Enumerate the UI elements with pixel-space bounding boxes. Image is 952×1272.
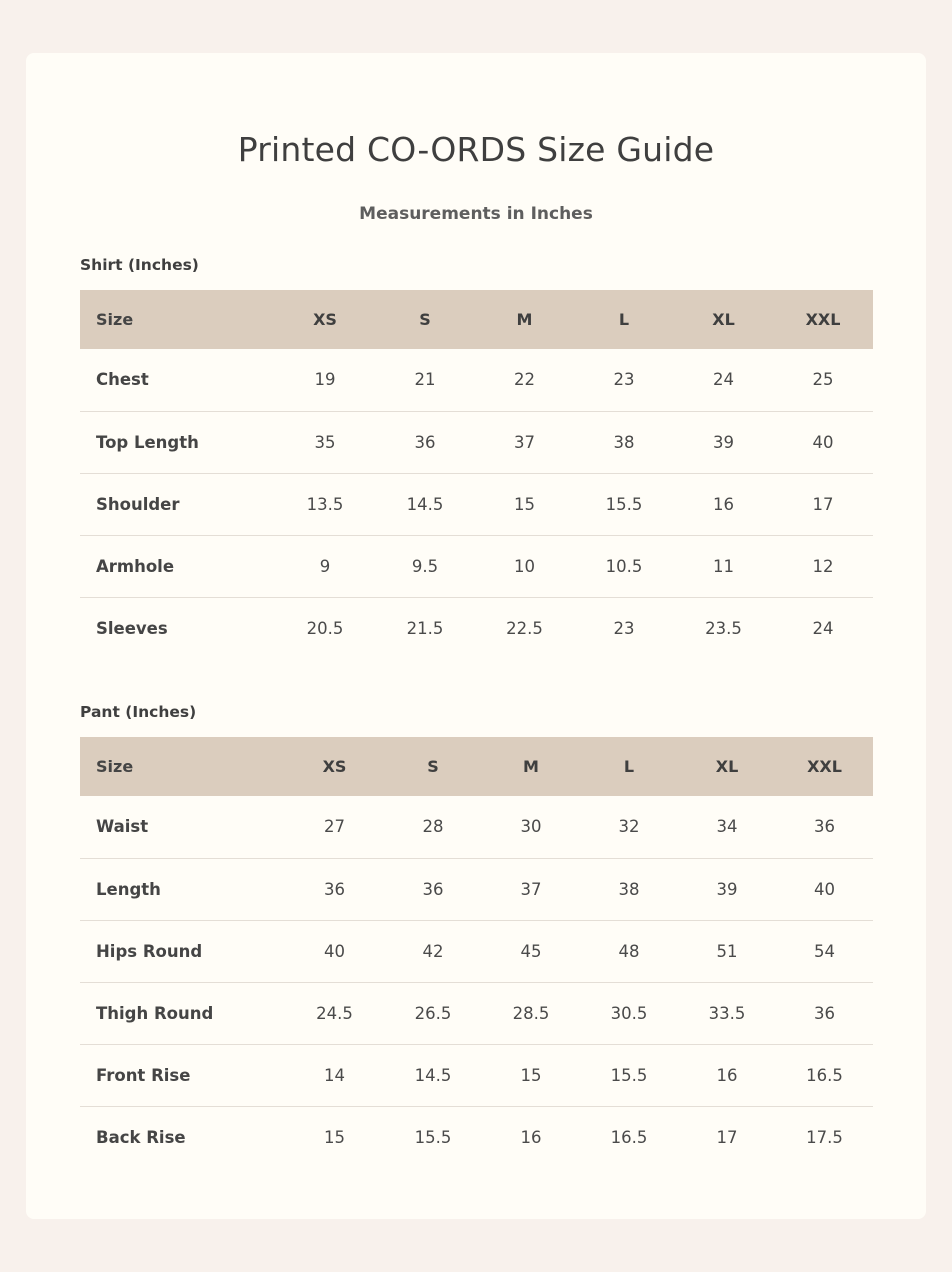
table-cell: 21 — [414, 370, 436, 390]
shirt-section-title: Shirt (Inches) — [80, 256, 199, 274]
pant-size-table — [80, 737, 873, 1168]
table-cell: 26.5 — [414, 1003, 452, 1023]
header-cell: XXL — [807, 757, 842, 776]
table-header-row — [80, 737, 873, 796]
table-row — [80, 858, 873, 920]
table-row — [80, 1044, 873, 1106]
row-label: Hips Round — [96, 941, 203, 961]
table-cell: 17 — [716, 1127, 738, 1147]
table-cell: 51 — [716, 941, 738, 961]
table-cell: 17.5 — [806, 1127, 843, 1147]
table-cell: 32 — [618, 817, 640, 837]
pant-section-title: Pant (Inches) — [80, 703, 197, 721]
table-cell: 37 — [520, 879, 542, 899]
table-cell: 15 — [514, 494, 535, 514]
table-cell: 15.5 — [414, 1127, 452, 1147]
header-cell: M — [516, 310, 533, 329]
table-cell: 12 — [812, 556, 834, 576]
table-row — [80, 535, 873, 597]
table-cell: 16 — [713, 494, 734, 514]
table-cell: 15.5 — [605, 494, 643, 514]
table-cell: 37 — [514, 432, 535, 452]
table-cell: 30.5 — [610, 1003, 648, 1023]
row-label: Chest — [96, 370, 149, 390]
table-cell: 9.5 — [411, 556, 439, 576]
row-label: Front Rise — [96, 1065, 191, 1085]
table-cell: 16.5 — [806, 1065, 843, 1085]
table-cell: 23 — [613, 618, 635, 638]
table-row — [80, 1106, 873, 1168]
header-cell: Size — [96, 310, 134, 329]
header-cell: M — [523, 757, 539, 776]
page-title: Printed CO-ORDS Size Guide — [237, 130, 715, 170]
table-cell: 40 — [814, 879, 835, 899]
table-cell: 33.5 — [708, 1003, 746, 1023]
table-cell: 15 — [324, 1127, 345, 1147]
table-cell: 39 — [716, 879, 738, 899]
header-cell: XS — [322, 757, 347, 776]
table-cell: 15 — [520, 1065, 542, 1085]
table-cell: 22.5 — [506, 618, 543, 638]
table-cell: 45 — [520, 941, 542, 961]
table-cell: 13.5 — [306, 494, 344, 514]
table-cell: 11 — [713, 556, 734, 576]
header-cell: XL — [715, 757, 739, 776]
table-cell: 54 — [814, 941, 835, 961]
table-row — [80, 796, 873, 858]
table-cell: 38 — [618, 879, 640, 899]
table-cell: 25 — [812, 370, 834, 390]
row-label: Back Rise — [96, 1127, 186, 1147]
table-cell: 38 — [613, 432, 635, 452]
table-cell: 21.5 — [406, 618, 444, 638]
header-cell: S — [427, 757, 439, 776]
row-label: Waist — [96, 817, 149, 837]
table-row — [80, 982, 873, 1044]
table-cell: 28 — [422, 817, 444, 837]
table-cell: 14 — [324, 1065, 345, 1085]
header-cell: XS — [313, 310, 337, 329]
shirt-size-table — [80, 290, 873, 659]
row-label: Sleeves — [96, 618, 168, 638]
row-label: Top Length — [96, 432, 199, 452]
table-row — [80, 349, 873, 411]
table-row — [80, 920, 873, 982]
table-cell: 39 — [713, 432, 734, 452]
table-cell: 36 — [422, 879, 444, 899]
table-row — [80, 597, 873, 659]
header-cell: S — [419, 310, 431, 329]
table-cell: 10.5 — [605, 556, 643, 576]
table-cell: 24 — [713, 370, 734, 390]
header-cell: XXL — [805, 310, 841, 329]
table-cell: 34 — [716, 817, 738, 837]
table-cell: 40 — [812, 432, 834, 452]
table-cell: 36 — [324, 879, 345, 899]
header-cell: L — [623, 757, 635, 776]
row-label: Length — [96, 879, 161, 899]
table-cell: 36 — [814, 1003, 835, 1023]
table-cell: 20.5 — [306, 618, 344, 638]
header-cell: Size — [96, 757, 134, 776]
table-header-row — [80, 290, 873, 349]
table-cell: 42 — [422, 941, 444, 961]
table-cell: 16 — [520, 1127, 542, 1147]
table-row — [80, 473, 873, 535]
row-label: Shoulder — [96, 494, 180, 514]
table-cell: 24 — [812, 618, 834, 638]
table-cell: 9 — [319, 556, 331, 576]
table-cell: 22 — [514, 370, 535, 390]
measurement-unit-subtitle: Measurements in Inches — [359, 204, 593, 224]
row-label: Armhole — [96, 556, 175, 576]
table-cell: 14.5 — [414, 1065, 452, 1085]
header-cell: L — [618, 310, 630, 329]
table-cell: 17 — [812, 494, 834, 514]
table-cell: 28.5 — [512, 1003, 550, 1023]
table-row — [80, 411, 873, 473]
table-cell: 10 — [514, 556, 535, 576]
table-cell: 35 — [314, 432, 336, 452]
table-cell: 23 — [613, 370, 635, 390]
table-cell: 48 — [618, 941, 640, 961]
table-cell: 27 — [324, 817, 345, 837]
table-cell: 36 — [814, 817, 835, 837]
table-cell: 30 — [520, 817, 542, 837]
table-cell: 15.5 — [610, 1065, 648, 1085]
table-cell: 23.5 — [705, 618, 742, 638]
table-cell: 14.5 — [406, 494, 444, 514]
table-cell: 24.5 — [316, 1003, 353, 1023]
table-cell: 36 — [414, 432, 436, 452]
table-cell: 40 — [324, 941, 345, 961]
table-cell: 16 — [716, 1065, 738, 1085]
table-cell: 19 — [314, 370, 336, 390]
table-cell: 16.5 — [610, 1127, 648, 1147]
row-label: Thigh Round — [96, 1003, 214, 1023]
header-cell: XL — [712, 310, 735, 329]
